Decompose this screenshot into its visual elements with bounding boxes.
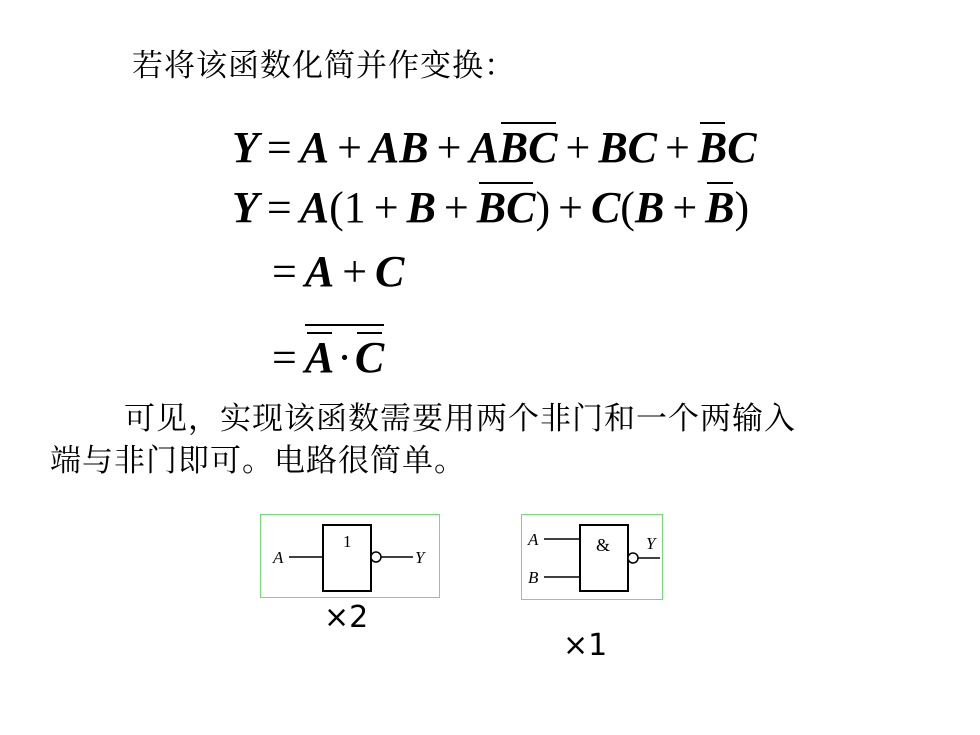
eq1-a: A bbox=[299, 123, 330, 172]
eq2-one: 1 bbox=[343, 183, 366, 232]
eq2-b: B bbox=[406, 183, 436, 232]
eq2-plus-1: + bbox=[373, 183, 399, 232]
eq4-dot: · bbox=[337, 333, 352, 382]
eq2-bc-bar: BC bbox=[477, 180, 536, 236]
nand-gate-input-b-label: B bbox=[528, 568, 539, 587]
eq3-a: A bbox=[304, 247, 335, 296]
nand-gate-symbol bbox=[522, 515, 662, 599]
eq2-rparen-2: ) bbox=[734, 183, 750, 232]
eq2-b-2: B bbox=[634, 183, 665, 232]
not-gate-symbol-label: 1 bbox=[343, 532, 352, 551]
eq4-a-bar: A bbox=[305, 330, 334, 386]
eq1-y: Y bbox=[232, 123, 259, 172]
eq2-lparen-1: ( bbox=[329, 183, 344, 232]
paragraph-line-1: 可见，实现该函数需要用两个非门和一个两输入 bbox=[124, 401, 796, 437]
eq1-bc-bar: BC bbox=[499, 120, 558, 176]
eq1-equals: = bbox=[266, 123, 292, 172]
eq4-equals: = bbox=[272, 333, 297, 382]
eq2-a: A bbox=[299, 183, 330, 232]
not-gate-symbol bbox=[261, 515, 439, 597]
nand-gate-count: ×1 bbox=[563, 628, 608, 663]
equation-2 bbox=[232, 180, 749, 236]
eq2-rparen-1: ) bbox=[535, 183, 551, 232]
eq1-plus-1: + bbox=[337, 123, 362, 172]
equation-3 bbox=[272, 244, 404, 300]
equation-4 bbox=[272, 330, 384, 386]
nand-gate-diagram bbox=[521, 514, 663, 600]
eq2-equals: = bbox=[266, 183, 292, 232]
eq4-outer-bar bbox=[305, 330, 384, 386]
eq2-b-bar: B bbox=[705, 180, 734, 236]
eq3-plus: + bbox=[342, 247, 368, 296]
heading: 若将该函数化简并作变换： bbox=[132, 48, 516, 84]
eq3-c: C bbox=[375, 247, 405, 296]
eq1-bc: BC bbox=[598, 123, 658, 172]
eq4-c-bar: C bbox=[355, 330, 384, 386]
nand-gate-symbol-label: & bbox=[596, 535, 611, 555]
eq1-b-bar: B bbox=[698, 120, 727, 176]
eq2-c: C bbox=[590, 183, 621, 232]
eq1-a2: A bbox=[469, 123, 499, 172]
eq1-ab: AB bbox=[369, 123, 429, 172]
nand-gate-output-label: Y bbox=[646, 534, 656, 553]
eq1-plus-4: + bbox=[665, 123, 690, 172]
eq3-equals: = bbox=[272, 247, 297, 296]
not-gate-output-label: Y bbox=[415, 548, 425, 567]
eq2-y: Y bbox=[232, 183, 259, 232]
eq1-plus-3: + bbox=[565, 123, 591, 172]
not-gate-diagram bbox=[260, 514, 440, 598]
eq2-plus-2: + bbox=[443, 183, 469, 232]
nand-gate-input-a-label: A bbox=[528, 530, 539, 549]
eq1-c: C bbox=[727, 123, 757, 172]
eq2-lparen-2: ( bbox=[620, 183, 635, 232]
eq2-plus-3: + bbox=[558, 183, 583, 232]
not-gate-count: ×2 bbox=[324, 600, 369, 635]
paragraph-line-2: 端与非门即可。电路很简单。 bbox=[50, 443, 466, 479]
not-gate-input-label: A bbox=[273, 548, 284, 567]
eq2-plus-4: + bbox=[672, 183, 698, 232]
equation-1 bbox=[232, 120, 757, 176]
eq1-plus-2: + bbox=[436, 123, 462, 172]
